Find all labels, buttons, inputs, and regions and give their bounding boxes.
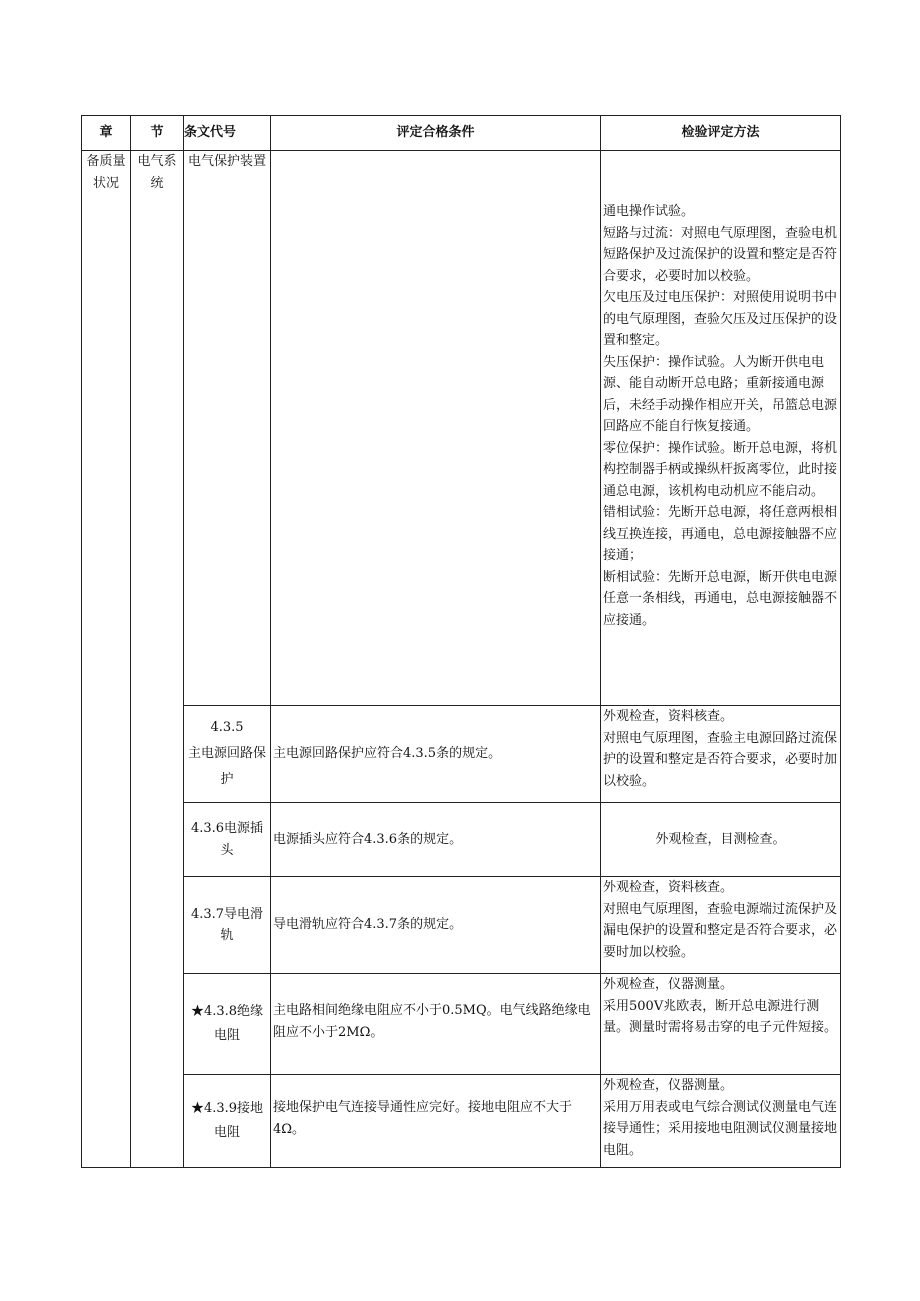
table-row — [82, 803, 841, 877]
method-line: 失压保护：操作试验。人为断开供电电源、能自动断开总电路；重新接通电源后，未经手动操作相应开关，吊篮总电源回路应不能自行恢复接通。 — [603, 354, 838, 434]
table-row — [82, 974, 841, 1075]
table-row — [82, 151, 841, 706]
method-line: 对照电气原理图，查验电源端过流保护及漏电保护的设置和整定是否符合要求，必要时加以校验。 — [603, 901, 838, 960]
method-line: 采用万用表或电气综合测试仪测量电气连接导通性；采用接地电阻测试仪测量接地电阻。 — [603, 1099, 838, 1158]
section-cell: 电气系统 — [131, 151, 184, 1168]
chapter-cell: 备质量状况 — [82, 151, 131, 1168]
condition-cell: 电源插头应符合4.3.6条的规定。 — [271, 803, 601, 877]
condition-cell: 接地保护电气连接导通性应完好。接地电阻应不大于4Ω。 — [271, 1075, 601, 1168]
method-line: 外观检查，仪器测量。 — [603, 1078, 734, 1093]
method-line: 外观检查，资料核查。 — [603, 709, 734, 724]
table-row — [82, 1075, 841, 1168]
method-line: 外观检查，资料核查。 — [603, 880, 734, 895]
method-cell — [601, 151, 841, 706]
method-line: 短路与过流：对照电气原理图，查验电机短路保护及过流保护的设置和整定是否符合要求，必要时加以校验。 — [603, 225, 838, 284]
table-row — [82, 706, 841, 803]
method-cell — [601, 1075, 841, 1168]
method-line: 采用500V兆欧表，断开总电源进行测量。测量时需将易击穿的电子元件短接。 — [603, 998, 838, 1035]
method-line: 通电操作试验。 — [603, 204, 695, 219]
method-cell — [601, 974, 841, 1075]
header-chapter: 章 — [82, 116, 131, 151]
method-line: 欠电压及过电压保护：对照使用说明书中的电气原理图，查验欠压及过压保护的设置和整定。 — [603, 290, 838, 348]
inspection-table — [81, 115, 841, 1168]
code-cell: ★4.3.9接地电阻 — [184, 1075, 271, 1168]
condition-cell: 主电路相间绝缘电阻应不小于0.5MQ。电气线路绝缘电阻应不小于2MΩ。 — [271, 974, 601, 1075]
method-cell — [601, 877, 841, 974]
code-cell: 4.3.7导电滑轨 — [184, 877, 271, 974]
header-condition: 评定合格条件 — [271, 116, 601, 151]
method-cell: 外观检查，目测检查。 — [601, 803, 841, 877]
method-line: 零位保护：操作试验。断开总电源，将机构控制器手柄或操纵杆扳离零位，此时接通总电源，该机构电动机应不能启动。 — [603, 440, 838, 499]
code-number: 4.3.5 — [210, 720, 244, 735]
code-name: 主电源回路保护 — [187, 746, 266, 787]
code-cell: 电气保护装置 — [184, 151, 271, 706]
code-cell: 4.3.6电源插头 — [184, 803, 271, 877]
code-cell — [184, 706, 271, 803]
condition-cell: 主电源回路保护应符合4.3.5条的规定。 — [271, 706, 601, 803]
method-line: 外观检查，仪器测量。 — [603, 977, 734, 992]
table-header-row — [82, 116, 841, 151]
method-line: 对照电气原理图，查验主电源回路过流保护的设置和整定是否符合要求，必要时加以校验。 — [603, 730, 838, 789]
method-line: 错相试验：先断开总电源，将任意两根相线互换连接，再通电，总电源接触器不应接通； — [603, 505, 838, 563]
code-cell: ★4.3.8绝缘电阻 — [184, 974, 271, 1075]
condition-cell: 导电滑轨应符合4.3.7条的规定。 — [271, 877, 601, 974]
header-method: 检验评定方法 — [601, 116, 841, 151]
header-section: 节 — [131, 116, 184, 151]
method-cell — [601, 706, 841, 803]
table-row — [82, 877, 841, 974]
condition-cell — [271, 151, 601, 706]
header-code: 条文代号 — [184, 116, 271, 151]
method-line: 断相试验：先断开总电源，断开供电电源任意一条相线，再通电，总电源接触器不应接通。 — [603, 569, 838, 628]
